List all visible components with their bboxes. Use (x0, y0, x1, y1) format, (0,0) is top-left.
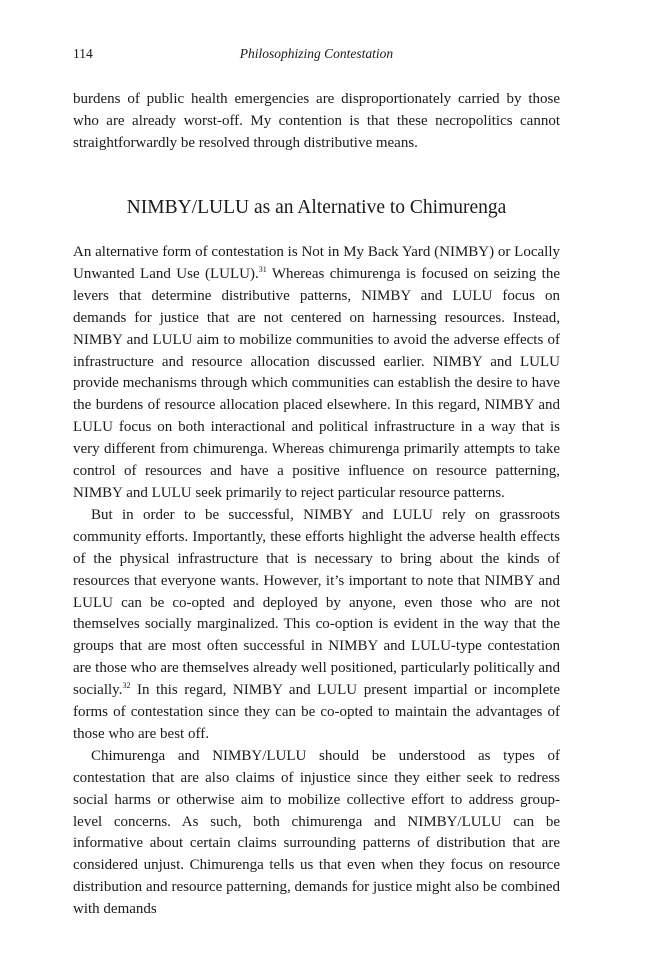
paragraph-1-text-b: Whereas chimurenga is focused on seizing the levers that determine distributive patterns, NIMBY and LULU focus on demands for justice that are not centered on harnessing resources. Instead, NIMBY and LULU aim to mobilize communities to avoid the adverse effects of infrastructure and resource allocation discussed earlier. NIMBY and LULU provide mechanisms through which communities can establish the desire to have the burdens of resource allocation placed elsewhere. In this regard, NIMBY and LULU focus on both interactional and political infrastructure in a way that is very different from chimurenga. Whereas chimurenga primarily attempts to take control of resources and have a positive influence on resource patterning, NIMBY and LULU seek primarily to reject particular resource patterns. (73, 265, 560, 501)
footnote-ref-32: 32 (122, 681, 131, 691)
paragraph-3: Chimurenga and NIMBY/LULU should be understood as types of contestation that are also claims of injustice since they either seek to redress social harms or otherwise aim to mobilize collective effort to address group-level concerns. As such, both chimurenga and NIMBY/LULU can be informative about certain claims surrounding patterns of distribution that are considered unjust. Chimurenga tells us that even when they focus on resource distribution and resource patterning, demands for justice might also be combined with demands (73, 747, 560, 918)
intro-paragraph: burdens of public health emergencies are disproportionately carried by those who are already worst-off. My contention is that these necropolitics cannot straightforwardly be resolved through distributive means. (73, 91, 560, 151)
paragraph-2 (73, 505, 560, 746)
section-heading: NIMBY/LULU as an Alternative to Chimurenga (126, 197, 507, 218)
paragraph-2-text-b: In this regard, NIMBY and LULU present impartial or incomplete forms of contestation since they can be co-opted to maintain the advantages of those who are best off. (73, 682, 560, 742)
paragraph-1 (73, 242, 560, 505)
intro-block (73, 89, 560, 155)
paragraph-1-text-a: An alternative form of contestation is Not in My Back Yard (NIMBY) or Locally Unwanted Land Use (LULU). (73, 244, 560, 282)
page-number: 114 (73, 46, 93, 61)
paragraph-2-text-a: But in order to be successful, NIMBY and LULU rely on grassroots community efforts. Importantly, these efforts highlight the adverse health effects of the physical infrastructure that is necessary to bring about the kinds of resources that everyone wants. However, it’s important to note that NIMBY and LULU can be co-opted and deployed by anyone, even those who are not themselves socially marginalized. This co-option is evident in the way that the groups that are most often successful in NIMBY and LULU-type contestation are those who are themselves already well positioned, particularly politically and socially. (73, 506, 560, 699)
footnote-ref-31: 31 (258, 264, 267, 274)
running-title: Philosophizing Contestation (239, 46, 394, 61)
running-head (73, 46, 560, 66)
section-body (73, 242, 560, 921)
